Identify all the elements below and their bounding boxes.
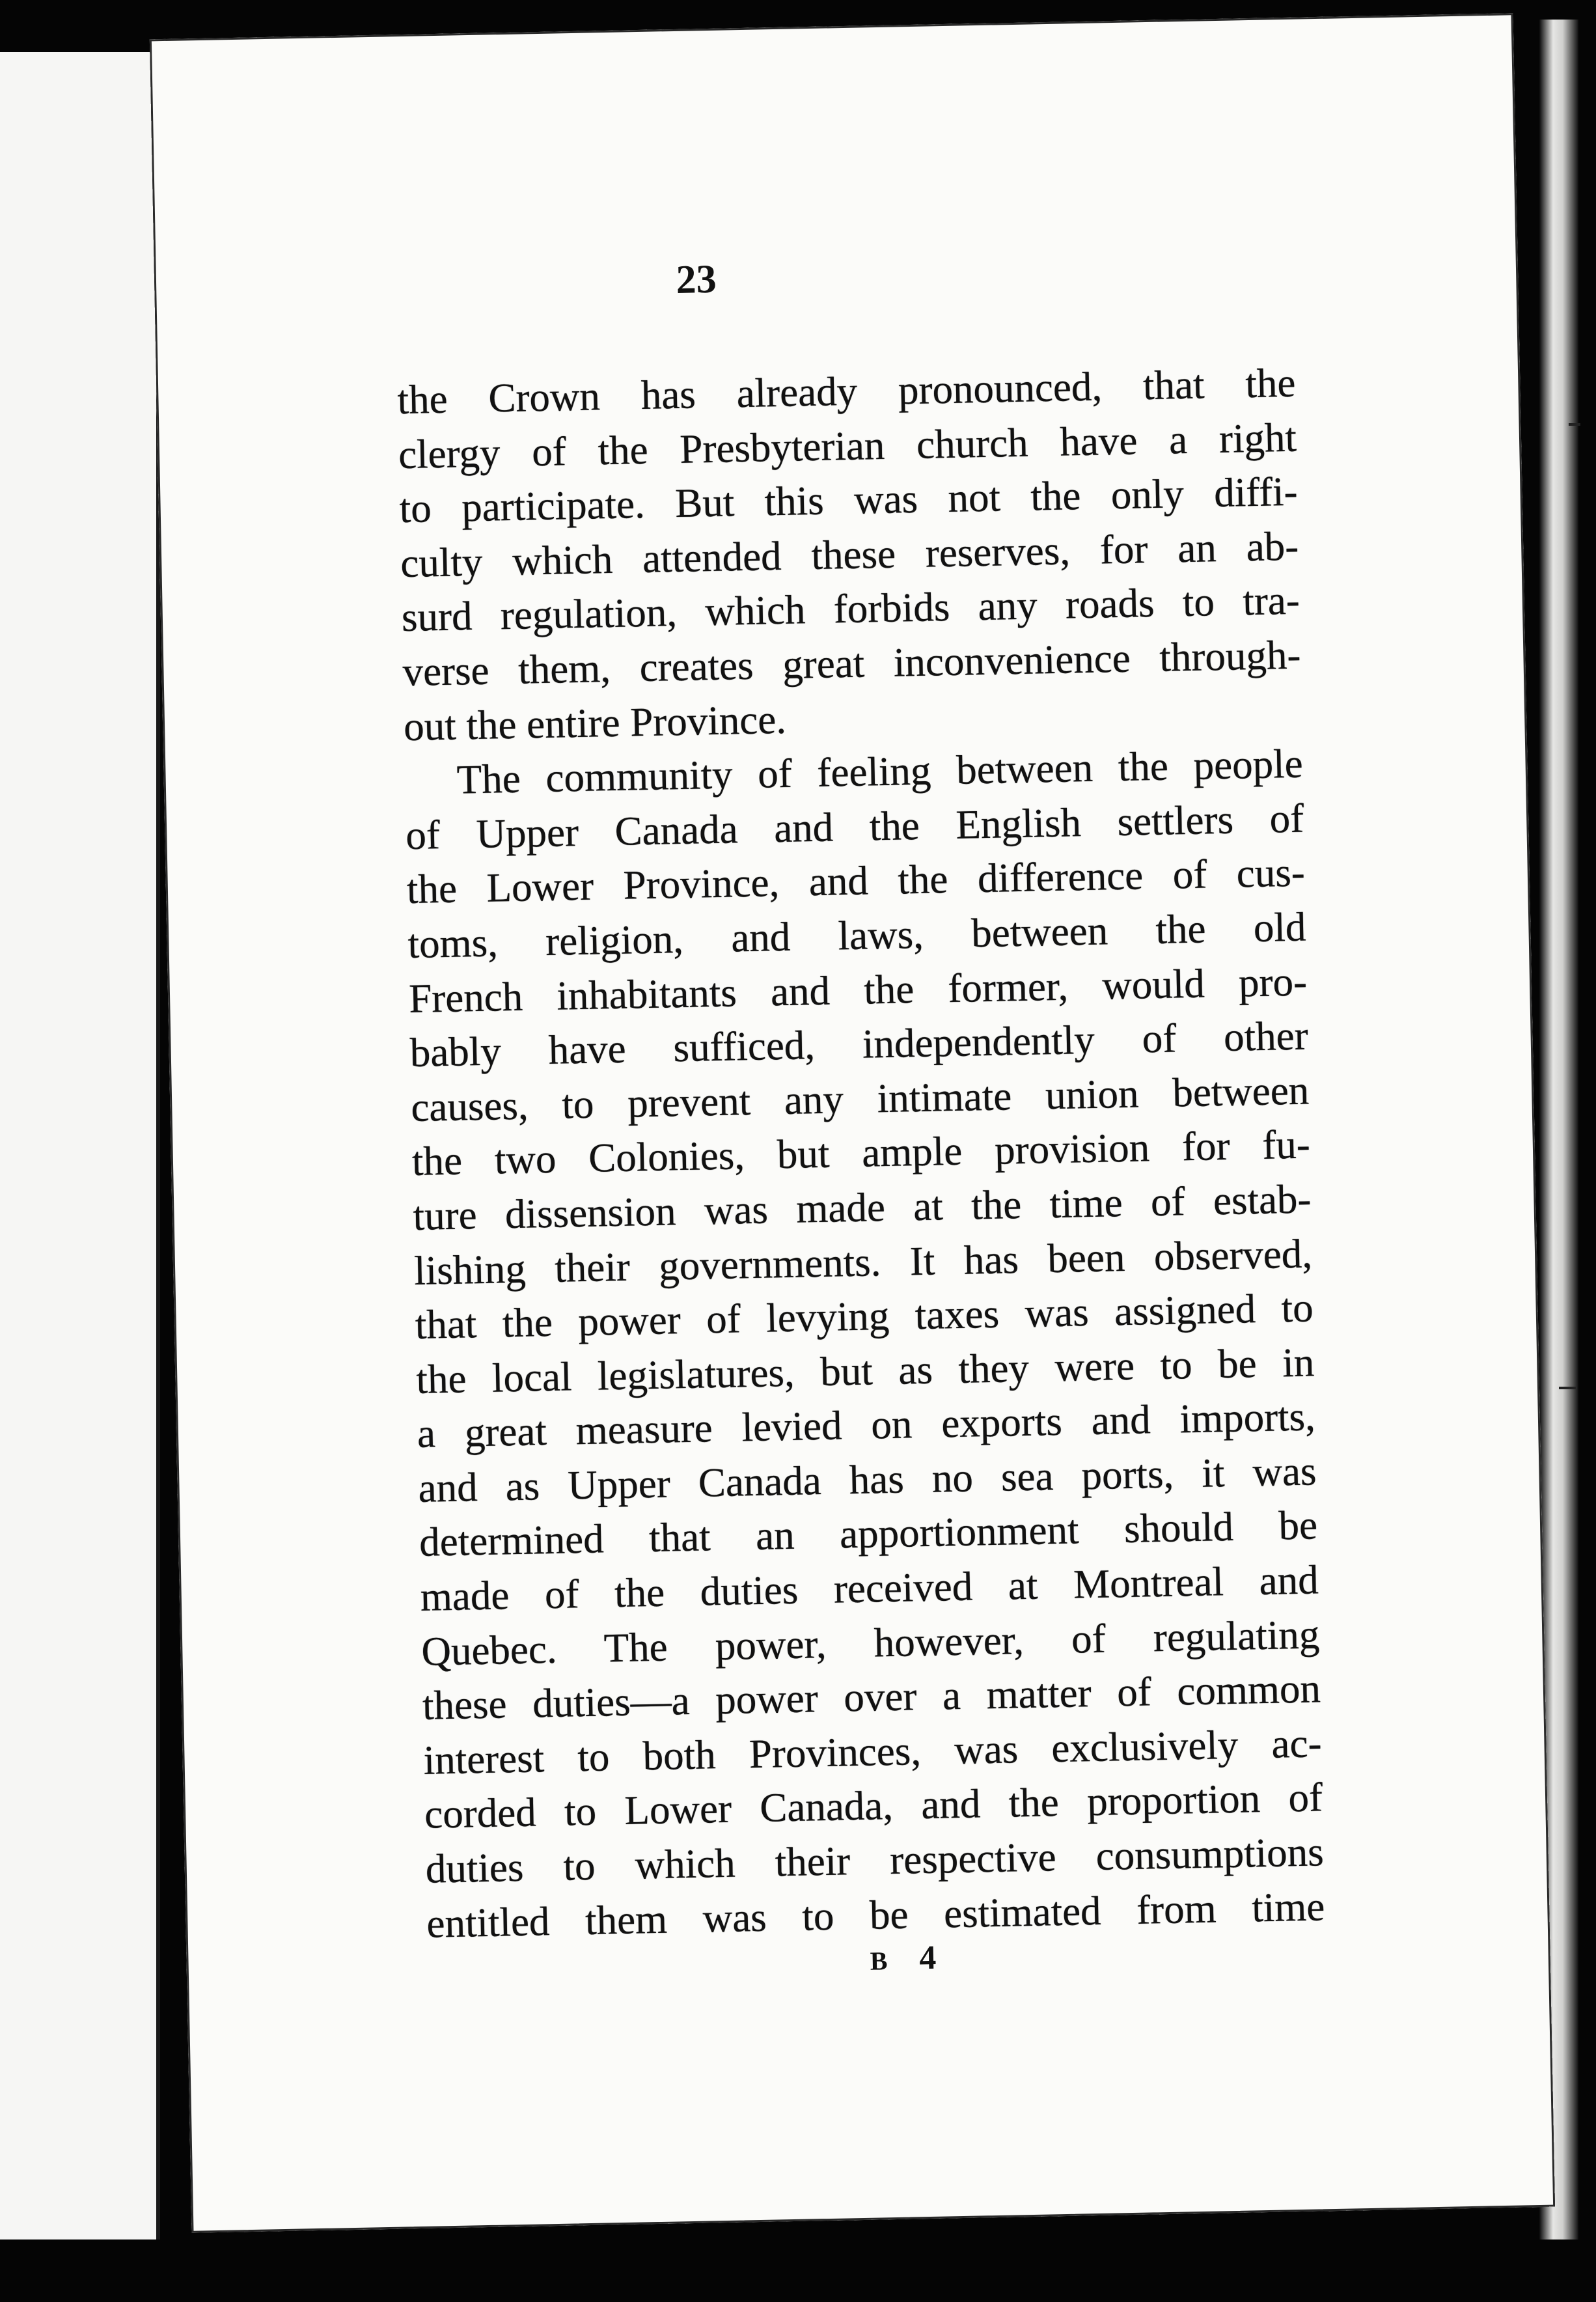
page-number: 23 [675, 257, 717, 302]
text-line: Quebec. The power, however, of regulating [420, 1611, 1320, 1674]
text-line: corded to Lower Canada, and the proportion of [424, 1774, 1323, 1838]
book-page [150, 13, 1555, 2233]
text-line: causes, to prevent any intimate union between [410, 1067, 1310, 1130]
text-line: duties to which their respective consumptions [425, 1829, 1325, 1892]
text-line: the two Colonies, but ample provision for fu- [411, 1121, 1311, 1185]
text-line: toms, religion, and laws, between the old [407, 904, 1307, 967]
text-line: the Lower Province, and the difference of cus- [406, 849, 1306, 913]
signature-letter: B [870, 1945, 900, 1976]
scan-bottom-border [0, 2240, 1596, 2302]
text-line: culty which attended these reserves, for an ab- [400, 523, 1299, 586]
text-line: that the power of levying taxes was assigned to [415, 1284, 1314, 1348]
text-line: French inhabitants and the former, would pro- [408, 958, 1308, 1021]
text-line: made of the duties received at Montreal and [420, 1557, 1319, 1620]
scan-speck [1559, 1387, 1576, 1389]
text-line: ture dissension was made at the time of estab- [412, 1176, 1312, 1239]
facing-page-edge [0, 52, 160, 2272]
body-text [397, 356, 1325, 1951]
scan-speck [1569, 423, 1580, 426]
text-line: out the entire Province. [403, 696, 787, 749]
text-line: clergy of the Presbyterian church have a right [398, 414, 1297, 477]
text-line: bably have sufficed, independently of other [409, 1012, 1309, 1076]
text-line: lishing their governments. It has been observed, [413, 1230, 1313, 1294]
signature-mark [870, 1938, 948, 1978]
text-line: entitled them was to be estimated from time [426, 1883, 1325, 1947]
text-line: the Crown has already pronounced, that the [396, 359, 1296, 423]
text-line: surd regulation, which forbids any roads to tra- [401, 577, 1300, 641]
text-line: these duties—a power over a matter of common [422, 1665, 1321, 1729]
paragraph-start-line: The community of feeling between the people [456, 740, 1304, 803]
text-line: and as Upper Canada has no sea ports, it was [417, 1448, 1317, 1511]
text-line: of Upper Canada and the English settlers of [405, 795, 1304, 858]
text-line: verse them, creates great inconvenience through- [402, 631, 1301, 695]
text-line: to participate. But this was not the only diffi- [399, 468, 1299, 532]
text-line: determined that an apportionment should be [419, 1502, 1318, 1566]
text-line: interest to both Provinces, was exclusively ac- [422, 1720, 1323, 1783]
text-line: a great measure levied on exports and imports, [417, 1393, 1316, 1457]
text-line: the local legislatures, but as they were to be in [415, 1339, 1315, 1402]
signature-number: 4 [918, 1939, 948, 1977]
